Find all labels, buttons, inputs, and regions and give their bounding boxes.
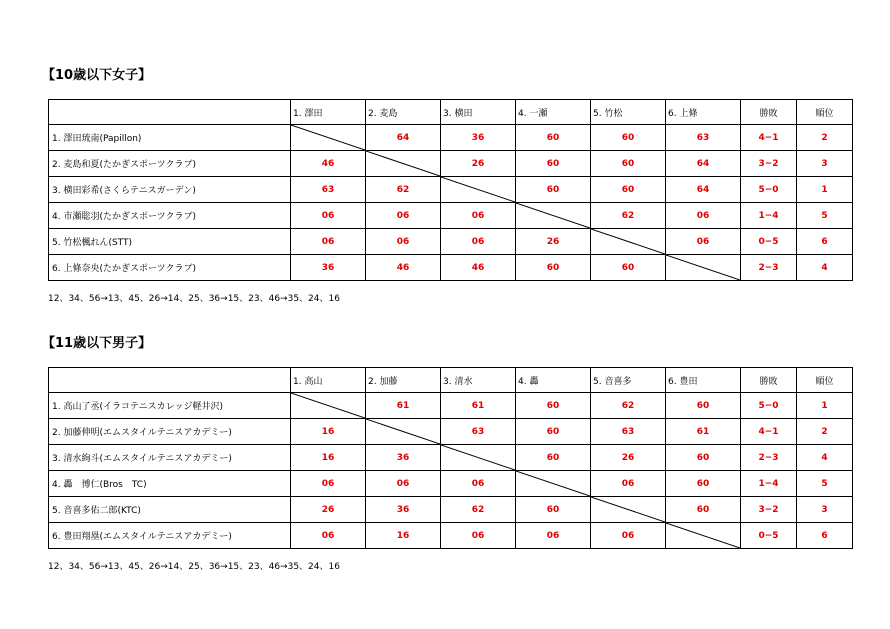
win-loss-cell: 2−3 — [741, 255, 797, 281]
win-loss-cell: 1−4 — [741, 203, 797, 229]
score-cell: 63 — [666, 125, 741, 151]
rank-cell: 4 — [797, 445, 853, 471]
win-loss-cell: 4−1 — [741, 419, 797, 445]
header-player-4: 4. 轟 — [516, 368, 591, 393]
score-cell: 06 — [591, 523, 666, 549]
diagonal-line — [291, 393, 365, 418]
table-row — [49, 393, 853, 419]
table-row — [49, 255, 853, 281]
score-cell: 06 — [666, 203, 741, 229]
player-name: 6. 豊田翔塁(エムスタイルテニスアカデミー) — [49, 523, 291, 549]
rank-cell: 2 — [797, 125, 853, 151]
player-name: 3. 清水絢斗(エムスタイルテニスアカデミー) — [49, 445, 291, 471]
score-cell: 06 — [441, 471, 516, 497]
score-cell: 06 — [366, 471, 441, 497]
diagonal-line — [366, 419, 440, 444]
header-rank: 順位 — [797, 368, 853, 393]
score-cell: 06 — [366, 203, 441, 229]
diagonal-line — [516, 203, 590, 228]
score-cell: 63 — [591, 419, 666, 445]
rank-cell: 6 — [797, 229, 853, 255]
player-name: 6. 上條奈央(たかぎスポーツクラブ) — [49, 255, 291, 281]
diagonal-line — [366, 151, 440, 176]
win-loss-cell: 3−2 — [741, 151, 797, 177]
rank-cell: 2 — [797, 419, 853, 445]
self-match-cell — [366, 151, 441, 177]
header-player-2: 2. 麦島 — [366, 100, 441, 125]
score-cell: 06 — [516, 523, 591, 549]
score-cell: 61 — [366, 393, 441, 419]
score-cell: 06 — [441, 523, 516, 549]
score-cell: 62 — [441, 497, 516, 523]
header-player-3: 3. 横田 — [441, 100, 516, 125]
score-cell: 60 — [666, 445, 741, 471]
match-order-note-girls-10u: 12、34、56→13、45、26→14、25、36→15、23、46→35、24、16 — [48, 294, 340, 304]
score-cell: 46 — [366, 255, 441, 281]
score-cell: 06 — [441, 229, 516, 255]
score-cell: 46 — [441, 255, 516, 281]
header-win-loss: 勝敗 — [741, 368, 797, 393]
player-name: 4. 轟 博仁(Bros TC) — [49, 471, 291, 497]
header-blank — [49, 100, 291, 125]
win-loss-cell: 2−3 — [741, 445, 797, 471]
header-rank: 順位 — [797, 100, 853, 125]
score-cell: 60 — [666, 393, 741, 419]
diagonal-line — [291, 125, 365, 150]
score-cell: 16 — [291, 419, 366, 445]
table-row — [49, 203, 853, 229]
rank-cell: 1 — [797, 177, 853, 203]
score-cell: 61 — [441, 393, 516, 419]
rank-cell: 3 — [797, 151, 853, 177]
player-name: 1. 高山了丞(イラコテニスカレッジ軽井沢) — [49, 393, 291, 419]
score-cell: 62 — [591, 203, 666, 229]
score-cell: 60 — [516, 393, 591, 419]
table-row — [49, 125, 853, 151]
player-name: 2. 麦島和夏(たかぎスポーツクラブ) — [49, 151, 291, 177]
table-row — [49, 419, 853, 445]
win-loss-cell: 1−4 — [741, 471, 797, 497]
self-match-cell — [591, 497, 666, 523]
win-loss-cell: 3−2 — [741, 497, 797, 523]
player-name: 1. 澤田琉南(Papillon) — [49, 125, 291, 151]
score-cell: 60 — [666, 471, 741, 497]
table-row — [49, 497, 853, 523]
score-cell: 06 — [291, 523, 366, 549]
score-cell: 26 — [591, 445, 666, 471]
table-row — [49, 471, 853, 497]
round-robin-table-boys-11u — [48, 367, 853, 549]
diagonal-line — [516, 471, 590, 496]
player-name: 5. 音喜多佑二郎(KTC) — [49, 497, 291, 523]
score-cell: 60 — [591, 255, 666, 281]
diagonal-line — [591, 497, 665, 522]
header-player-3: 3. 清水 — [441, 368, 516, 393]
diagonal-line — [441, 445, 515, 470]
win-loss-cell: 0−5 — [741, 229, 797, 255]
score-cell: 60 — [591, 151, 666, 177]
header-player-6: 6. 上條 — [666, 100, 741, 125]
table-row — [49, 229, 853, 255]
self-match-cell — [291, 393, 366, 419]
diagonal-line — [441, 177, 515, 202]
diagonal-line — [666, 255, 740, 280]
match-order-note-boys-11u: 12、34、56→13、45、26→14、25、36→15、23、46→35、24、16 — [48, 562, 340, 572]
score-cell: 60 — [666, 497, 741, 523]
score-cell: 36 — [366, 445, 441, 471]
player-name: 2. 加藤伸明(エムスタイルテニスアカデミー) — [49, 419, 291, 445]
rank-cell: 6 — [797, 523, 853, 549]
self-match-cell — [441, 177, 516, 203]
win-loss-cell: 5−0 — [741, 177, 797, 203]
score-cell: 60 — [516, 151, 591, 177]
self-match-cell — [291, 125, 366, 151]
self-match-cell — [516, 471, 591, 497]
player-name: 5. 竹松楓れん(STT) — [49, 229, 291, 255]
score-cell: 06 — [291, 203, 366, 229]
header-player-5: 5. 竹松 — [591, 100, 666, 125]
score-cell: 46 — [291, 151, 366, 177]
header-player-1: 1. 澤田 — [291, 100, 366, 125]
score-cell: 26 — [516, 229, 591, 255]
score-cell: 06 — [591, 471, 666, 497]
score-cell: 60 — [516, 419, 591, 445]
score-cell: 06 — [441, 203, 516, 229]
score-cell: 26 — [441, 151, 516, 177]
header-player-6: 6. 豊田 — [666, 368, 741, 393]
win-loss-cell: 4−1 — [741, 125, 797, 151]
header-player-4: 4. 一瀬 — [516, 100, 591, 125]
table-row — [49, 523, 853, 549]
score-cell: 64 — [666, 177, 741, 203]
player-name: 3. 横田彩希(さくらテニスガーデン) — [49, 177, 291, 203]
self-match-cell — [666, 255, 741, 281]
score-cell: 63 — [291, 177, 366, 203]
header-blank — [49, 368, 291, 393]
header-player-5: 5. 音喜多 — [591, 368, 666, 393]
score-cell: 36 — [441, 125, 516, 151]
table-header-row — [49, 368, 853, 393]
score-cell: 60 — [516, 445, 591, 471]
score-cell: 06 — [666, 229, 741, 255]
header-win-loss: 勝敗 — [741, 100, 797, 125]
score-cell: 26 — [291, 497, 366, 523]
score-cell: 16 — [291, 445, 366, 471]
self-match-cell — [366, 419, 441, 445]
score-cell: 06 — [291, 229, 366, 255]
score-cell: 61 — [666, 419, 741, 445]
score-cell: 60 — [591, 177, 666, 203]
table-header-row — [49, 100, 853, 125]
score-cell: 63 — [441, 419, 516, 445]
table-row — [49, 177, 853, 203]
rank-cell: 1 — [797, 393, 853, 419]
rank-cell: 5 — [797, 471, 853, 497]
score-cell: 16 — [366, 523, 441, 549]
rank-cell: 4 — [797, 255, 853, 281]
score-cell: 36 — [291, 255, 366, 281]
win-loss-cell: 0−5 — [741, 523, 797, 549]
score-cell: 62 — [591, 393, 666, 419]
rank-cell: 5 — [797, 203, 853, 229]
score-cell: 64 — [666, 151, 741, 177]
score-cell: 60 — [516, 255, 591, 281]
section-title-girls-10u: 【10歳以下女子】 — [42, 68, 152, 83]
score-cell: 64 — [366, 125, 441, 151]
self-match-cell — [441, 445, 516, 471]
score-cell: 60 — [516, 497, 591, 523]
score-cell: 06 — [366, 229, 441, 255]
win-loss-cell: 5−0 — [741, 393, 797, 419]
self-match-cell — [591, 229, 666, 255]
round-robin-table-girls-10u — [48, 99, 853, 281]
score-cell: 06 — [291, 471, 366, 497]
self-match-cell — [666, 523, 741, 549]
diagonal-line — [591, 229, 665, 254]
score-cell: 60 — [516, 125, 591, 151]
header-player-1: 1. 高山 — [291, 368, 366, 393]
score-cell: 60 — [516, 177, 591, 203]
table-row — [49, 151, 853, 177]
rank-cell: 3 — [797, 497, 853, 523]
self-match-cell — [516, 203, 591, 229]
score-cell: 60 — [591, 125, 666, 151]
score-cell: 62 — [366, 177, 441, 203]
player-name: 4. 市瀬聡羽(たかぎスポーツクラブ) — [49, 203, 291, 229]
table-row — [49, 445, 853, 471]
section-title-boys-11u: 【11歳以下男子】 — [42, 336, 152, 351]
score-cell: 36 — [366, 497, 441, 523]
diagonal-line — [666, 523, 740, 548]
header-player-2: 2. 加藤 — [366, 368, 441, 393]
